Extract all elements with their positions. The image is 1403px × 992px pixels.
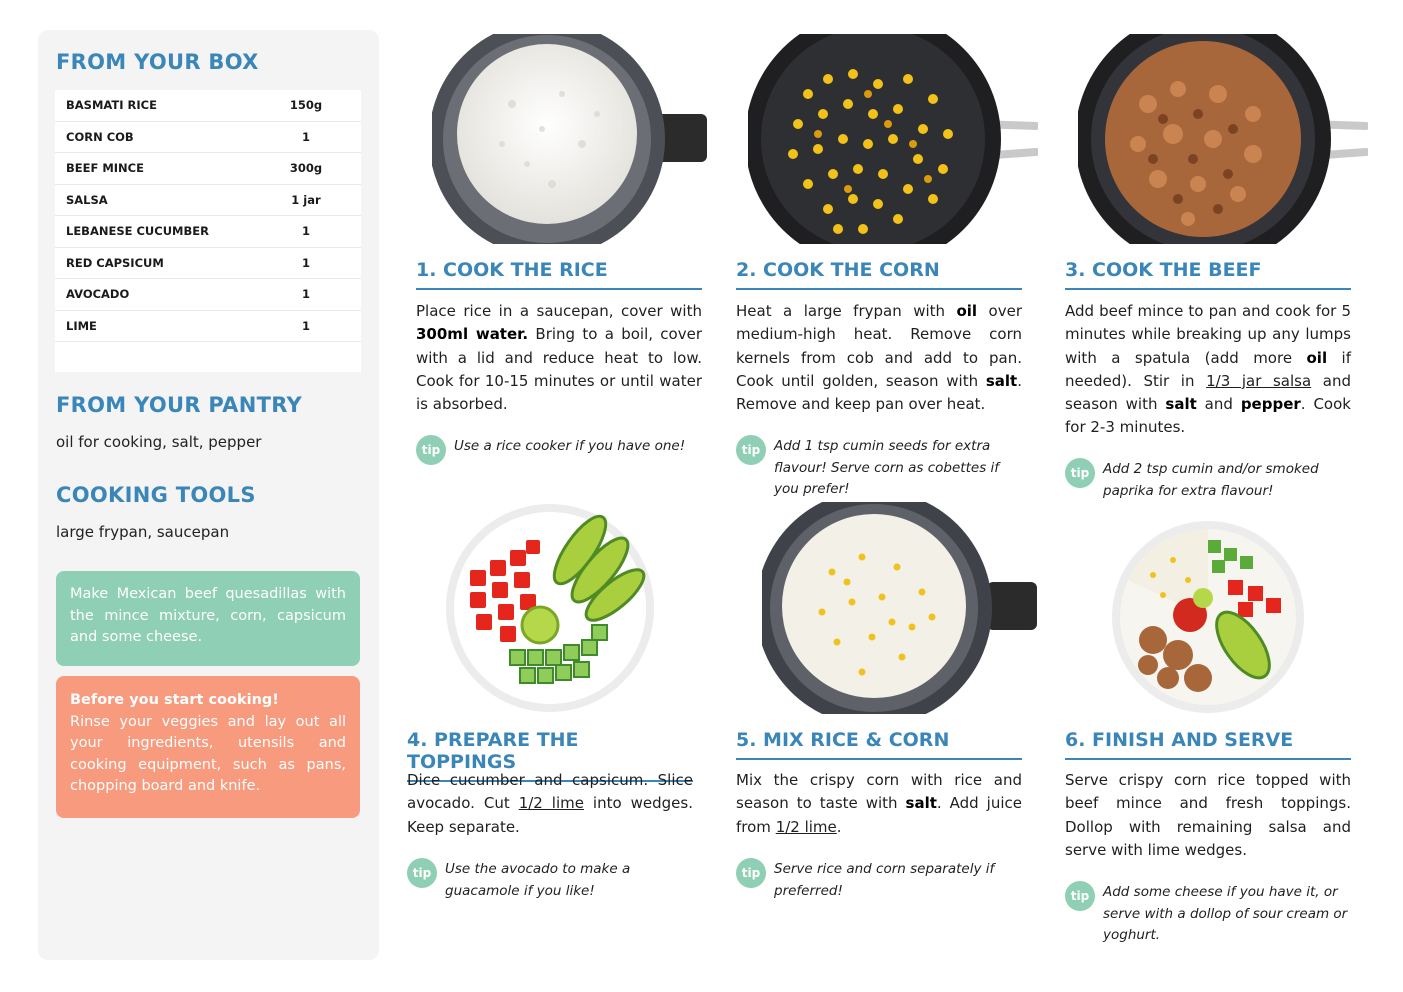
tip-badge-icon: tip (736, 858, 766, 888)
step-2-title: 2. COOK THE CORN (736, 259, 1022, 290)
step-6-tip (1065, 881, 1355, 947)
step-5-tip (736, 858, 1001, 902)
ingredient-name: BEEF MINCE (55, 153, 251, 185)
ingredients-table (55, 90, 361, 372)
ingredient-qty: 1 (251, 279, 361, 311)
step-3-title: 3. COOK THE BEEF (1065, 259, 1351, 290)
rice-corn-pot-image (762, 502, 1042, 714)
tip-text: Use a rice cooker if you have one! (454, 438, 686, 454)
sidebar (38, 30, 379, 960)
table-row (55, 184, 361, 216)
tip-badge-icon: tip (407, 858, 437, 888)
ingredient-name: LIME (55, 310, 251, 342)
ingredient-name: AVOCADO (55, 279, 251, 311)
pantry-text: oil for cooking, salt, pepper (56, 433, 262, 451)
step-4-title: 4. PREPARE THE TOPPINGS (407, 729, 693, 782)
step-6-text: Serve crispy corn rice topped with beef mince and fresh toppings. Dollop with remaining salsa and serve with lime wedges. (1065, 771, 1351, 859)
toppings-plate-image (440, 500, 660, 715)
tip-text: Serve rice and corn separately if preferred! (774, 861, 995, 899)
served-bowl-image (1108, 520, 1308, 716)
step-4-text: Dice cucumber and capsicum. Slice avocado. Cut 1/2 lime into wedges. Keep separate. (407, 771, 693, 836)
tip-text: Add 2 tsp cumin and/or smoked paprika for extra flavour! (1103, 461, 1319, 499)
step-1-tip (416, 435, 706, 465)
ingredient-name: SALSA (55, 184, 251, 216)
ingredient-qty: 300g (251, 153, 361, 185)
from-box-heading: FROM YOUR BOX (56, 50, 259, 74)
ingredient-name: LEBANESE CUCUMBER (55, 216, 251, 248)
tip-badge-icon: tip (1065, 881, 1095, 911)
ingredient-qty: 1 (251, 247, 361, 279)
ingredient-qty: 150g (251, 90, 361, 121)
ingredient-qty: 1 (251, 310, 361, 342)
ingredient-name: RED CAPSICUM (55, 247, 251, 279)
tools-heading: COOKING TOOLS (56, 483, 256, 507)
table-row (55, 90, 361, 121)
step-3-tip (1065, 458, 1355, 502)
table-row (55, 310, 361, 342)
step-5-title: 5. MIX RICE & CORN (736, 729, 1022, 760)
beef-pan-image (1078, 34, 1368, 244)
table-row (55, 216, 361, 248)
before-cooking-title: Before you start cooking! (70, 692, 279, 708)
ingredient-name: CORN COB (55, 121, 251, 153)
step-4-tip (407, 858, 657, 902)
ingredient-qty: 1 jar (251, 184, 361, 216)
before-cooking-note (56, 676, 360, 818)
table-row (55, 121, 361, 153)
tip-text: Add 1 tsp cumin seeds for extra flavour! Serve corn as cobettes if you prefer! (774, 438, 1000, 497)
step-2-tip (736, 435, 1026, 501)
step-1-title: 1. COOK THE RICE (416, 259, 702, 290)
step-3-text: Add beef mince to pan and cook for 5 minutes while breaking up any lumps with a spatula (add more oil if needed). Stir in 1/3 jar salsa and season with salt and pepper. Cook for 2-3 minutes. (1065, 302, 1351, 437)
tip-badge-icon: tip (1065, 458, 1095, 488)
tools-text: large frypan, saucepan (56, 523, 230, 541)
pantry-heading: FROM YOUR PANTRY (56, 393, 303, 417)
table-row-empty (55, 342, 361, 373)
step-2-text: Heat a large frypan with oil over medium-high heat. Remove corn kernels from cob and add to pan. Cook until golden, season with salt. Remove and keep pan over heat. (736, 302, 1022, 414)
quesadilla-note: Make Mexican beef quesadillas with the mince mixture, corn, capsicum and some cheese. (56, 571, 360, 666)
ingredient-name: BASMATI RICE (55, 90, 251, 121)
ingredient-qty: 1 (251, 216, 361, 248)
step-6-title: 6. FINISH AND SERVE (1065, 729, 1351, 760)
step-1-text: Place rice in a saucepan, cover with 300ml water. Bring to a boil, cover with a lid and reduce heat to low. Cook for 10-15 minutes or until water is absorbed. (416, 302, 702, 414)
table-row (55, 279, 361, 311)
step-5-text: Mix the crispy corn with rice and season to taste with salt. Add juice from 1/2 lime. (736, 771, 1022, 836)
tip-text: Use the avocado to make a guacamole if you like! (445, 861, 631, 899)
table-row (55, 247, 361, 279)
tip-badge-icon: tip (736, 435, 766, 465)
table-row (55, 153, 361, 185)
corn-pan-image (748, 34, 1038, 244)
rice-pot-image (432, 34, 712, 244)
ingredient-qty: 1 (251, 121, 361, 153)
before-cooking-text: Rinse your veggies and lay out all your ingredients, utensils and cooking equipment, such as pans, chopping board and knife. (70, 713, 346, 794)
tip-text: Add some cheese if you have it, or serve with a dollop of sour cream or yoghurt. (1103, 884, 1348, 943)
tip-badge-icon: tip (416, 435, 446, 465)
